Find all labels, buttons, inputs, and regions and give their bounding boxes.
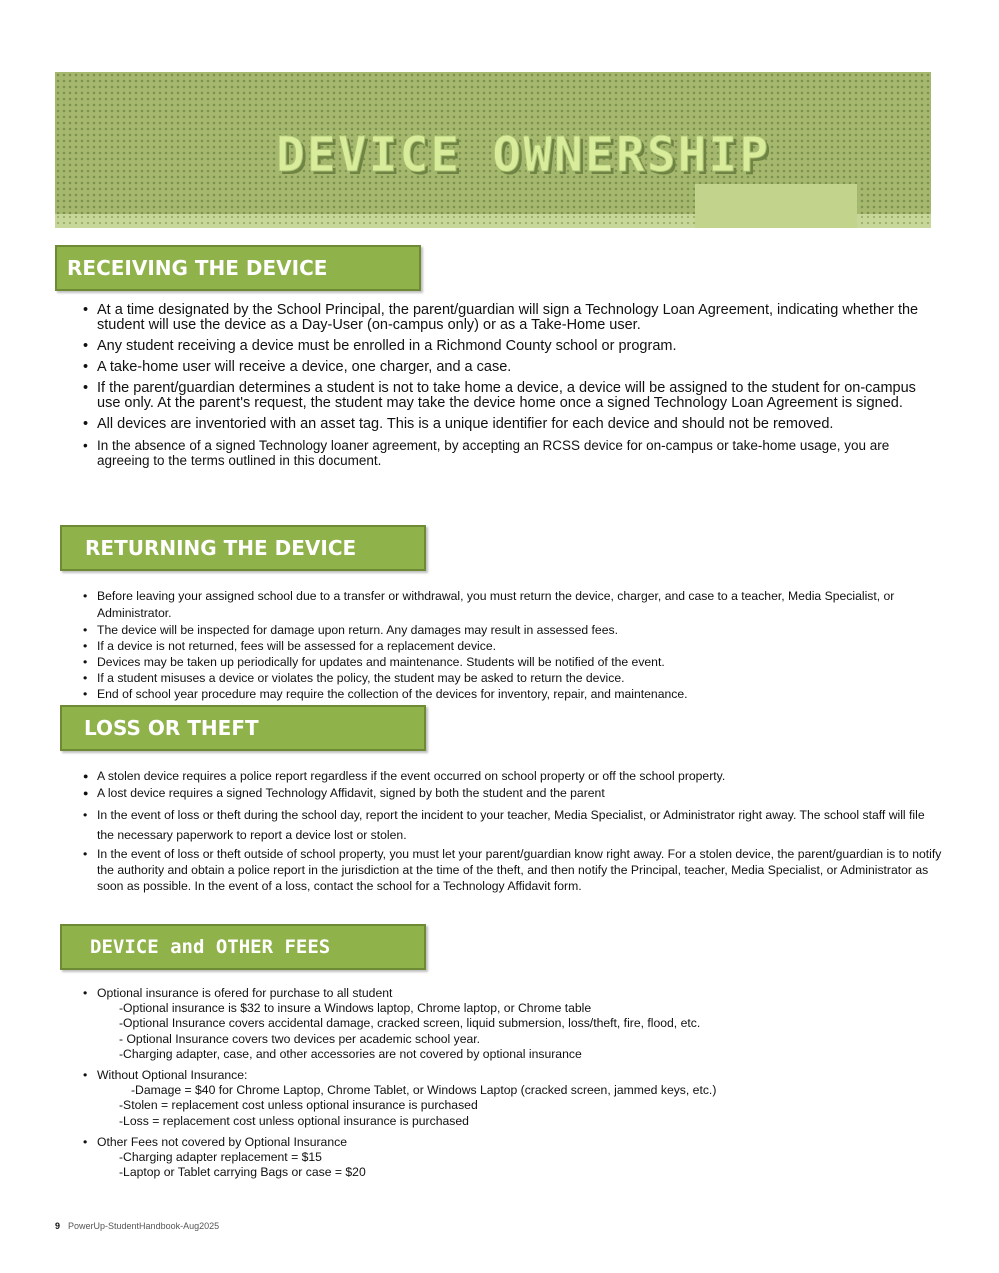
section-heading-returning [60,525,426,571]
fees-without-title: Without Optional Insurance: [97,1068,248,1083]
fee-line: -Optional Insurance covers accidental damage, cracked screen, liquid submersion, loss/theft, fire, flood, etc. [119,1016,701,1031]
fees-insurance-title: Optional insurance is ofered for purchase to all student [97,986,393,1000]
list-item: • If the parent/guardian determines a student is not to take home a device, a device will be assigned to the student for on-campus use only. At the parent's request, the student may take the device home once a signed Technology Loan Agreement is signed. [83,381,928,411]
section-heading-label: LOSS OR THEFT [84,716,259,740]
list-item: • End of school year procedure may require the collection of the devices for inventory, repair, and maintenance. [83,686,963,702]
fee-line: - Optional Insurance covers two devices per academic school year. [119,1031,481,1046]
list-item: • If a device is not returned, fees will be assessed for a replacement device. [83,638,963,654]
loss-list [83,768,943,895]
fee-line: -Stolen = replacement cost unless optional insurance is purchased [119,1098,478,1113]
list-item: • Devices may be taken up periodically for updates and maintenance. Students will be notified of the event. [83,654,963,670]
list-item: • The device will be inspected for damage upon return. Any damages may result in assessed fees. [83,622,963,638]
receiving-list [83,303,928,468]
page-number: 9 [55,1221,61,1231]
fee-line: -Charging adapter, case, and other accessories are not covered by optional insurance [119,1046,582,1061]
list-item: • In the event of loss or theft outside of school property, you must let your parent/guardian know right away. For a stolen device, the parent/guardian is to notify the authority and obtain a police report in the jurisdiction at the time of the theft, and then notify the Principal, teacher, Media Specialist, or Administrator as soon as possible. In the event of a loss, contact the school for a Technology Affidavit form. [83,846,943,894]
list-item [83,1068,943,1129]
list-item: • Any student receiving a device must be enrolled in a Richmond County school or program. [83,339,928,354]
fee-line: -Laptop or Tablet carrying Bags or case = $20 [119,1165,366,1180]
fees-list [83,986,943,1186]
list-item: • At a time designated by the School Principal, the parent/guardian will sign a Technology Loan Agreement, indicating whether the student will use the device as a Day-User (on-campus only) or as a Take-Home user. [83,303,928,333]
page-title: DEVICE OWNERSHIP [275,127,771,183]
section-heading-loss [60,705,426,751]
fee-line: -Charging adapter replacement = $15 [119,1150,322,1165]
list-item [83,1135,943,1181]
page-footer [55,1221,219,1231]
section-heading-receiving [55,245,421,291]
fees-other-title: Other Fees not covered by Optional Insurance [97,1134,347,1149]
section-heading-fees [60,924,426,970]
section-heading-label: DEVICE and OTHER FEES [90,936,331,958]
fee-line: -Optional insurance is $32 to insure a Windows laptop, Chrome laptop, or Chrome table [119,1001,592,1016]
list-item: • A take-home user will receive a device, one charger, and a case. [83,360,928,375]
returning-list [83,588,963,702]
banner-block [695,184,857,228]
list-item: • All devices are inventoried with an asset tag. This is a unique identifier for each device and should not be removed. [83,417,928,432]
list-item [83,986,943,1062]
title-banner [55,72,931,228]
list-item: ● A lost device requires a signed Technology Affidavit, signed by both the student and the parent [83,785,943,801]
list-item: • Before leaving your assigned school due to a transfer or withdrawal, you must return the device, charger, and case to a teacher, Media Specialist, or Administrator. [83,588,963,622]
list-item: • In the absence of a signed Technology loaner agreement, by accepting an RCSS device for on-campus or take-home usage, you are agreeing to the terms outlined in this document. [83,438,928,468]
section-heading-label: RETURNING THE DEVICE [85,536,357,560]
section-heading-label: RECEIVING THE DEVICE [67,256,328,280]
fee-line: -Damage = $40 for Chrome Laptop, Chrome Tablet, or Windows Laptop (cracked screen, jammed keys, etc.) [131,1083,717,1098]
list-item: ● A stolen device requires a police report regardless if the event occurred on school property or off the school property. [83,768,943,784]
document-name: PowerUp-StudentHandbook-Aug2025 [68,1221,220,1231]
list-item: • If a student misuses a device or violates the policy, the student may be asked to return the device. [83,670,963,686]
fee-line: -Loss = replacement cost unless optional insurance is purchased [119,1113,469,1128]
list-item: • In the event of loss or theft during the school day, report the incident to your teacher, Media Specialist, or Administrator right away. The school staff will file the necessary paperwork to report a device lost or stolen. [83,805,943,845]
